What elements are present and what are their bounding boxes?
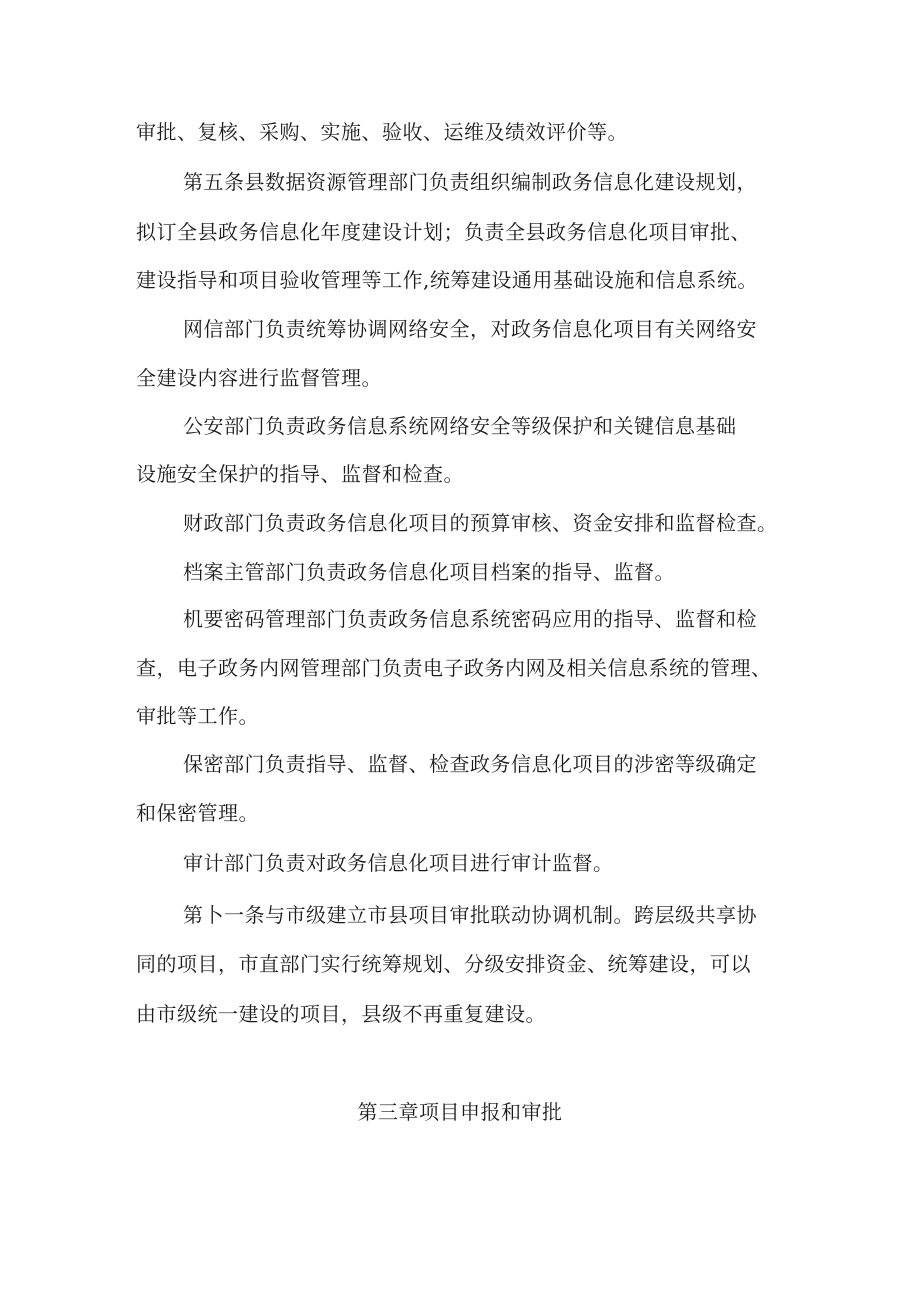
paragraph-line: 拟订全县政务信息化年度建设计划；负责全县政务信息化项目审批、 bbox=[136, 220, 751, 244]
paragraph-line: 公安部门负责政务信息系统网络安全等级保护和关键信息基础 bbox=[183, 414, 737, 438]
paragraph-line: 档案主管部门负责政务信息化项目档案的指导、监督。 bbox=[183, 560, 675, 584]
paragraph-line: 网信部门负责统筹协调网络安全，对政务信息化项目有关网络安 bbox=[183, 317, 757, 341]
paragraph-line: 设施安全保护的指导、监督和检查。 bbox=[136, 462, 464, 486]
paragraph-line: 保密部门负责指导、监督、检查政务信息化项目的涉密等级确定 bbox=[183, 752, 757, 776]
paragraph-line: 机要密码管理部门负责政务信息系统密码应用的指导、监督和检 bbox=[183, 607, 757, 631]
paragraph-line: 财政部门负责政务信息化项目的预算审核、资金安排和监督检查。 bbox=[183, 511, 778, 535]
paragraph-line: 和保密管理。 bbox=[136, 801, 259, 825]
paragraph-line: 第卜一条与市级建立市县项目审批联动协调机制。跨层级共享协 bbox=[183, 903, 757, 927]
paragraph-line: 第五条县数据资源管理部门负责组织编制政务信息化建设规划， bbox=[183, 170, 757, 194]
paragraph-line: 查，电子政务内网管理部门负责电子政务内网及相关信息系统的管理、 bbox=[136, 656, 772, 680]
paragraph-line: 全建设内容进行监督管理。 bbox=[136, 366, 382, 390]
paragraph-line: 由市级统一建设的项目，县级不再重复建设。 bbox=[136, 1002, 546, 1026]
paragraph-line: 审批、复核、采购、实施、验收、运维及绩效评价等。 bbox=[136, 120, 628, 144]
chapter-heading: 第三章项目申报和审批 bbox=[357, 1100, 563, 1124]
paragraph-line: 同的项目，市直部门实行统筹规划、分级安排资金、统筹建设，可以 bbox=[136, 952, 751, 976]
paragraph-line: 建设指导和项目验收管理等工作,统筹建设通用基础设施和信息系统。 bbox=[136, 268, 758, 292]
paragraph-line: 审计部门负责对政务信息化项目进行审计监督。 bbox=[183, 851, 614, 875]
paragraph-line: 审批等工作。 bbox=[136, 704, 259, 728]
